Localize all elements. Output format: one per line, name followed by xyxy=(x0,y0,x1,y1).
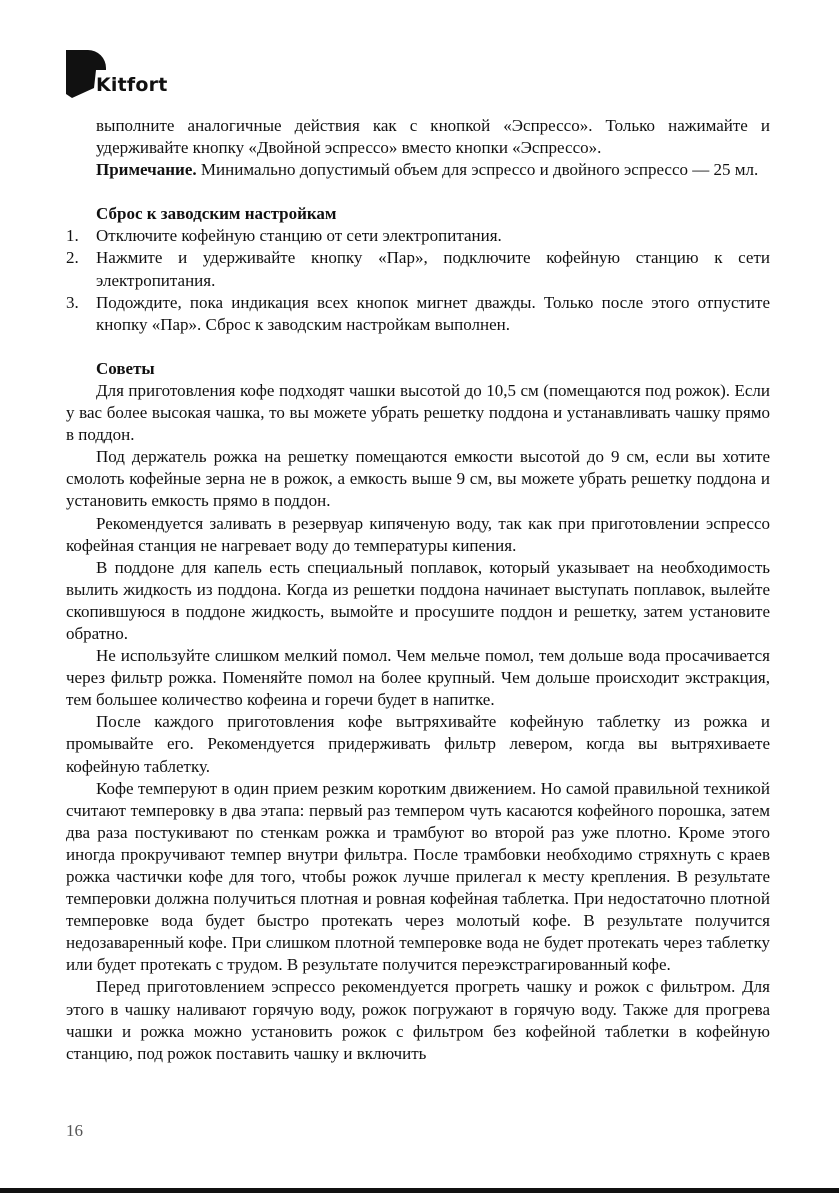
bottom-border xyxy=(0,1188,839,1193)
tips-paragraph: Рекомендуется заливать в резервуар кипяченую воду, так как при приготовлении эспрессо кофейная станция не нагревает воду до температуры кипения. xyxy=(66,513,770,555)
step-number: 1. xyxy=(66,226,79,246)
step-text: Отключите кофейную станцию от сети электропитания. xyxy=(96,226,502,246)
note-text: Минимально допустимый объем для эспрессо и двойного эспрессо — 25 мл. xyxy=(196,160,759,180)
tips-paragraph: Под держатель рожка на решетку помещаются емкости высотой до 9 см, если вы хотите смолоть кофейные зерна не в рожок, а емкость выше 9 см, вы можете убрать решетку поддона и установить емкость прямо в поддон. xyxy=(66,447,770,511)
step-number: 3. xyxy=(66,292,79,312)
note-label: Примечание. xyxy=(96,160,197,180)
tips-paragraph: После каждого приготовления кофе вытряхивайте кофейную таблетку из рожка и промывайте его. Рекомендуется придерживать фильтр левером, когда вы вытряхиваете кофейную таблетку. xyxy=(66,712,770,776)
note-paragraph xyxy=(66,159,770,181)
kitfort-logo xyxy=(66,50,186,104)
tips-paragraph: Кофе темперуют в один прием резким коротким движением. Но самой правильной техникой считают темперовку в два этапа: первый раз темпером чуть касаются кофейного порошка, затем два раза постукивают по стенкам рожка и трамбуют во второй раз уже плотно. Кроме этого иногда прокручивают темпер внутри фильтра. После трамбовки необходимо стряхнуть с краев рожка частички кофе для того, чтобы рожок лучше прилегал к месту крепления. В результате темперовки должна получиться плотная и ровная кофейная таблетка. При недостаточно плотной темперовке вода будет быстро протекать через молотый кофе. В результате получится недозаваренный кофе. При слишком плотной темперовке вода не будет протекать через таблетку или будет протекать с трудом. В результате получится переэкстрагированный кофе. xyxy=(66,778,770,975)
step-number: 2. xyxy=(66,248,79,268)
intro-continuation: выполните аналогичные действия как с кнопкой «Эспрессо». Только нажимайте и удерживайте кнопку «Двойной эспрессо» вместо кнопки «Эспрессо». xyxy=(96,116,770,158)
tips-paragraph: Для приготовления кофе подходят чашки высотой до 10,5 см (помещаются под рожок). Если у вас более высокая чашка, то вы можете убрать решетку поддона и устанавливать чашку прямо в поддон. xyxy=(66,380,770,445)
page-content xyxy=(66,115,770,1065)
step-text: Нажмите и удерживайте кнопку «Пар», подключите кофейную станцию к сети электропитания. xyxy=(96,248,770,290)
tips-heading: Советы xyxy=(96,358,155,378)
list-item xyxy=(66,247,770,291)
tips-paragraph: Перед приготовлением эспрессо рекомендуется прогреть чашку и рожок с фильтром. Для этого в чашку наливают горячую воду, рожок погружают в горячую воду. Также для прогрева чашки и рожка можно установить рожок с фильтром без кофейной таблетки в кофейную станцию, под рожок поставить чашку и включить xyxy=(66,977,770,1063)
spacer xyxy=(66,181,770,203)
tips-paragraph: В поддоне для капель есть специальный поплавок, который указывает на необходимость вылить жидкость из поддона. Когда из решетки поддона начинает выступать поплавок, вылейте скопившуюся в поддоне жидкость, вымойте и просушите поддон и решетку, затем установите обратно. xyxy=(66,557,770,643)
brand-name: Kitfort xyxy=(96,74,168,96)
step-text: Подождите, пока индикация всех кнопок мигнет дважды. Только после этого отпустите кнопку «Пар». Сброс к заводским настройкам выполнен. xyxy=(96,292,770,334)
reset-heading: Сброс к заводским настройкам xyxy=(96,204,337,224)
page-number: 16 xyxy=(66,1121,83,1140)
reset-steps xyxy=(66,225,770,335)
list-item xyxy=(66,225,770,247)
spacer xyxy=(66,336,770,358)
tips-paragraph: Не используйте слишком мелкий помол. Чем мельче помол, тем дольше вода просачивается через фильтр рожка. Поменяйте помол на более крупный. Чем дольше происходит экстракция, тем большее количество кофеина и горечи будет в напитке. xyxy=(66,646,770,710)
list-item xyxy=(66,292,770,336)
